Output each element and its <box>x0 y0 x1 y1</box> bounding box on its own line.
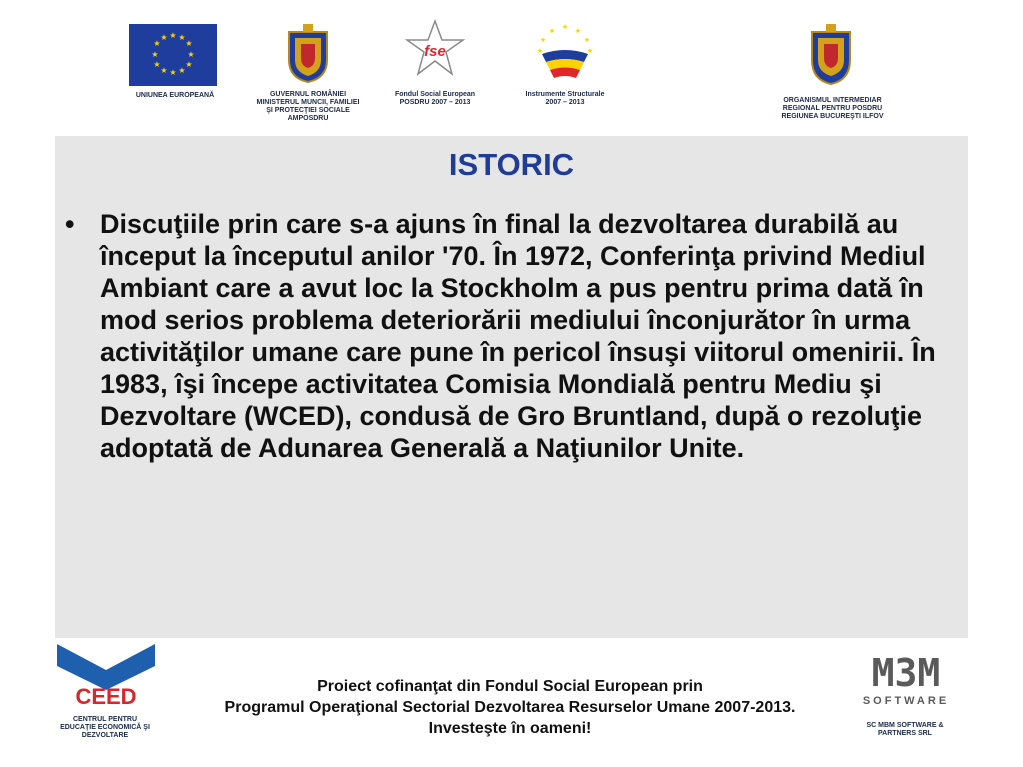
gov-romania-logo <box>285 22 331 84</box>
m3m-logo <box>844 652 968 708</box>
slide-content-panel <box>55 136 968 638</box>
svg-text:★: ★ <box>178 66 186 75</box>
gov-caption-line: MINISTERUL MUNCII, FAMILIEI <box>256 99 360 106</box>
footer-line: Proiect cofinanţat din Fondul Social European prin <box>317 678 703 695</box>
fse-caption <box>385 91 485 107</box>
svg-text:★: ★ <box>574 27 582 35</box>
m3m-sub: SOFTWARE <box>862 695 950 707</box>
eu-caption-line: UNIUNEA EUROPEANĂ <box>135 92 215 99</box>
oi-logo <box>808 22 854 86</box>
ceed-logo <box>57 644 155 712</box>
gov-caption-line: GUVERNUL ROMÂNIEI <box>269 91 347 98</box>
instrumente-caption-line: 2007 – 2013 <box>545 99 585 106</box>
m3m-icon <box>844 652 968 708</box>
footer-line: Investeşte în oameni! <box>428 720 592 737</box>
svg-text:★: ★ <box>539 36 547 44</box>
oi-caption-line: REGIONAL PENTRU POSDRU <box>782 105 883 112</box>
ceed-caption-line: EDUCAŢIE ECONOMICĂ ŞI <box>60 724 150 731</box>
fse-mark: fse <box>424 43 446 60</box>
ceed-caption-line: CENTRUL PENTRU <box>72 716 138 723</box>
eu-caption <box>120 92 230 100</box>
svg-text:★: ★ <box>548 27 556 35</box>
ceed-caption <box>45 716 165 740</box>
svg-text:★: ★ <box>185 39 193 48</box>
svg-text:★: ★ <box>178 33 186 42</box>
svg-text:★: ★ <box>187 50 195 59</box>
svg-text:★: ★ <box>160 33 168 42</box>
bullet-marker: • <box>65 209 75 239</box>
svg-text:★: ★ <box>561 23 569 31</box>
svg-text:★: ★ <box>169 68 177 77</box>
m3m-mark: M3M <box>871 652 941 695</box>
ceed-mark: CEED <box>75 684 137 709</box>
footer-line: Programul Operaţional Sectorial Dezvoltarea Resurselor Umane 2007-2013. <box>224 699 796 716</box>
ceed-caption-line: DEZVOLTARE <box>81 732 129 739</box>
coat-of-arms-icon <box>808 22 854 86</box>
footer-text <box>165 676 855 739</box>
svg-text:★: ★ <box>153 39 161 48</box>
oi-caption-line: REGIUNEA BUCUREŞTI ILFOV <box>781 113 884 120</box>
m3m-caption-line: SC MBM SOFTWARE & <box>866 722 944 729</box>
instrumente-caption <box>515 91 615 107</box>
oi-caption-line: ORGANISMUL INTERMEDIAR <box>783 97 882 104</box>
instrumente-logo <box>532 20 598 82</box>
fse-star-icon <box>403 18 467 82</box>
eu-flag-icon <box>129 24 217 86</box>
fse-caption-line: POSDRU 2007 – 2013 <box>399 99 471 106</box>
gov-caption <box>248 91 368 123</box>
svg-text:★: ★ <box>185 60 193 69</box>
coat-of-arms-icon <box>285 22 331 84</box>
slide-body-text: Discuţiile prin care s-a ajuns în final la dezvoltarea durabilă au început la începutul anilor '70. În 1972, Conferinţa privind Mediul Ambiant care a avut loc la Stockholm a pus pentru prima dată în mod serios problema deteriorării mediului înconjurător în urma activităţilor umane care pune în pericol însuşi viitorul omenirii. În 1983, îşi începe activitatea Comisia Mondială pentru Mediu şi Dezvoltare (WCED), condusă de Gro Bruntland, după o rezoluţie adoptată de Adunarea Generală a Naţiunilor Unite. <box>100 209 936 463</box>
gov-caption-line: AMPOSDRU <box>287 115 329 122</box>
fse-logo <box>403 18 467 82</box>
svg-text:★: ★ <box>583 36 591 44</box>
svg-text:★: ★ <box>160 66 168 75</box>
fse-caption-line: Fondul Social European <box>394 91 476 98</box>
m3m-caption <box>845 722 965 738</box>
svg-text:★: ★ <box>536 47 544 55</box>
oi-caption <box>770 97 895 121</box>
svg-text:★: ★ <box>586 47 594 55</box>
instrumente-icon <box>532 20 598 82</box>
instrumente-caption-line: Instrumente Structurale <box>525 91 605 98</box>
gov-caption-line: ŞI PROTECŢIEI SOCIALE <box>266 107 350 114</box>
slide-title: ISTORIC <box>448 147 575 182</box>
ceed-icon <box>57 644 155 712</box>
svg-text:★: ★ <box>169 31 177 40</box>
svg-text:★: ★ <box>151 50 159 59</box>
svg-text:★: ★ <box>153 60 161 69</box>
eu-flag-logo <box>129 24 217 86</box>
m3m-caption-line: PARTNERS SRL <box>878 730 932 737</box>
